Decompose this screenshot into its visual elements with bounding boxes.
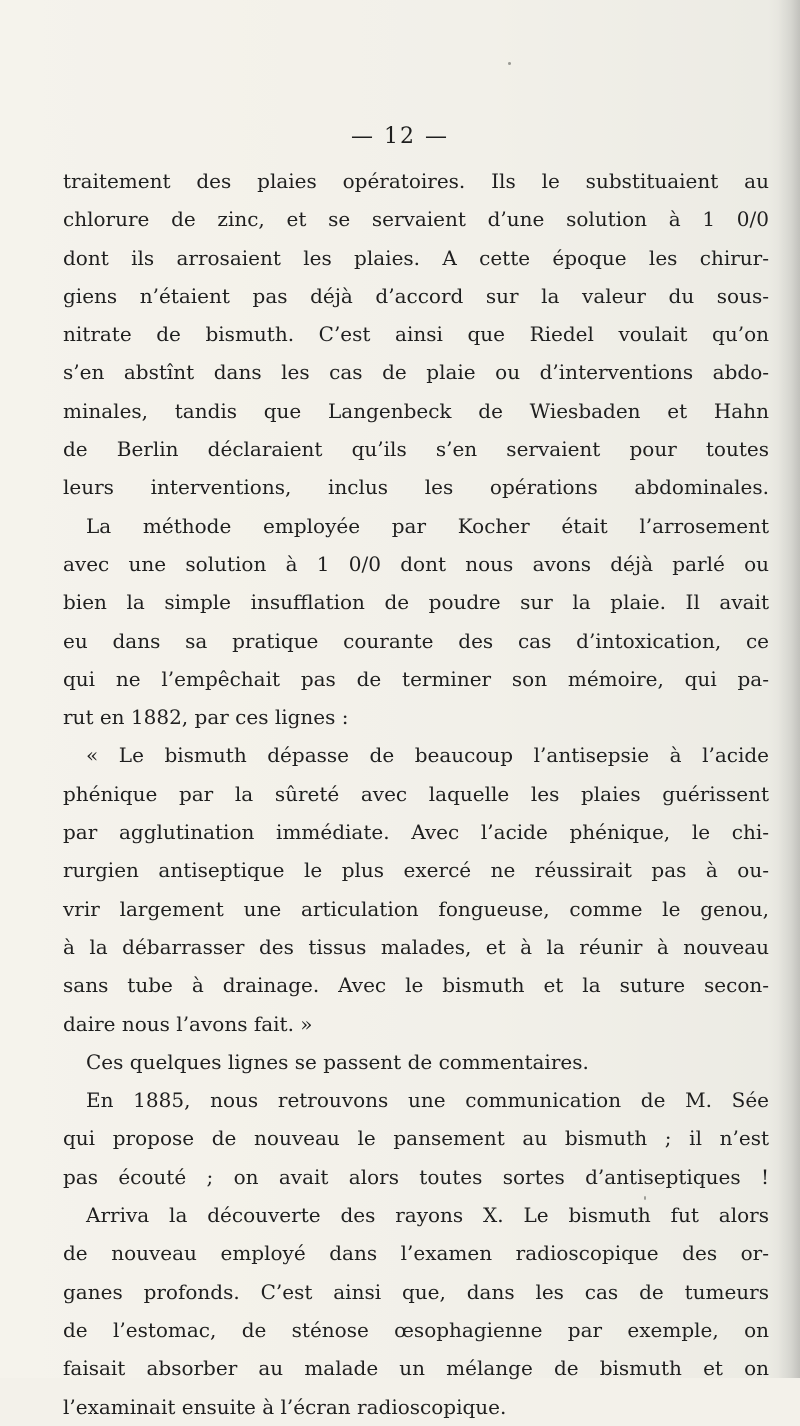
text-line: eu dans sa pratique courante des cas d’intoxication, ce (63, 628, 769, 653)
paper-speck (644, 1196, 646, 1200)
text-line: dont ils arrosaient les plaies. A cette époque les chirur- (63, 245, 769, 270)
quote-line: à la débarrasser des tissus malades, et à la réunir à nouveau (63, 934, 769, 959)
quote-line: sans tube à drainage. Avec le bismuth et la suture secon- (63, 973, 769, 998)
text-line: minales, tandis que Langenbeck de Wiesbaden et Hahn (63, 398, 769, 423)
quote-line: phénique par la sûreté avec laquelle les plaies guérissent (63, 781, 769, 806)
text-line: traitement des plaies opératoires. Ils le substituaient au (63, 169, 769, 193)
body-text (63, 162, 769, 1426)
text-line: En 1885, nous retrouvons une communication de M. Sée (86, 1088, 769, 1113)
text-line: l’examinait ensuite à l’écran radioscopique. (63, 1394, 507, 1419)
page-edge-shadow (778, 0, 800, 1378)
text-line: avec une solution à 1 0/0 dont nous avons déjà parlé ou (63, 551, 769, 576)
text-line: rut en 1882, par ces lignes : (63, 705, 349, 730)
text-line: bien la simple insufflation de poudre sur la plaie. Il avait (63, 590, 769, 615)
text-line: faisait absorber au malade un mélange de bismuth et on (63, 1356, 769, 1381)
text-line: de nouveau employé dans l’examen radioscopique des or- (63, 1241, 769, 1266)
page-number: — 12 — (351, 124, 449, 149)
quote-line: « Le bismuth dépasse de beaucoup l’antisepsie à l’acide (86, 743, 769, 768)
quote-line: par agglutination immédiate. Avec l’acide phénique, le chi- (63, 820, 769, 845)
text-line: nitrate de bismuth. C’est ainsi que Riedel voulait qu’on (63, 322, 769, 347)
quote-line: rurgien antiseptique le plus exercé ne réussirait pas à ou- (63, 858, 769, 883)
quote-line: daire nous l’avons fait. » (63, 1011, 313, 1036)
text-line: qui ne l’empêchait pas de terminer son mémoire, qui pa- (63, 666, 769, 691)
text-line: pas écouté ; on avait alors toutes sortes d’antiseptiques ! (63, 1164, 769, 1189)
text-line: Ces quelques lignes se passent de commentaires. (86, 1049, 589, 1074)
text-line: leurs interventions, inclus les opérations abdominales. (63, 475, 769, 500)
paper-speck (508, 62, 511, 65)
text-line: s’en abstînt dans les cas de plaie ou d’interventions abdo- (63, 360, 769, 385)
text-line: de Berlin déclaraient qu’ils s’en servaient pour toutes (63, 437, 769, 462)
quote-line: vrir largement une articulation fongueuse, comme le genou, (63, 896, 769, 921)
text-line: qui propose de nouveau le pansement au bismuth ; il n’est (63, 1126, 769, 1151)
text-line: La méthode employée par Kocher était l’arrosement (86, 513, 769, 538)
text-line: chlorure de zinc, et se servaient d’une solution à 1 0/0 (63, 207, 769, 232)
text-line: ganes profonds. C’est ainsi que, dans les cas de tumeurs (63, 1279, 769, 1304)
text-line: Arriva la découverte des rayons X. Le bismuth fut alors (86, 1203, 769, 1228)
text-line: giens n’étaient pas déjà d’accord sur la valeur du sous- (63, 283, 769, 308)
text-line: de l’estomac, de sténose œsophagienne par exemple, on (63, 1317, 769, 1342)
